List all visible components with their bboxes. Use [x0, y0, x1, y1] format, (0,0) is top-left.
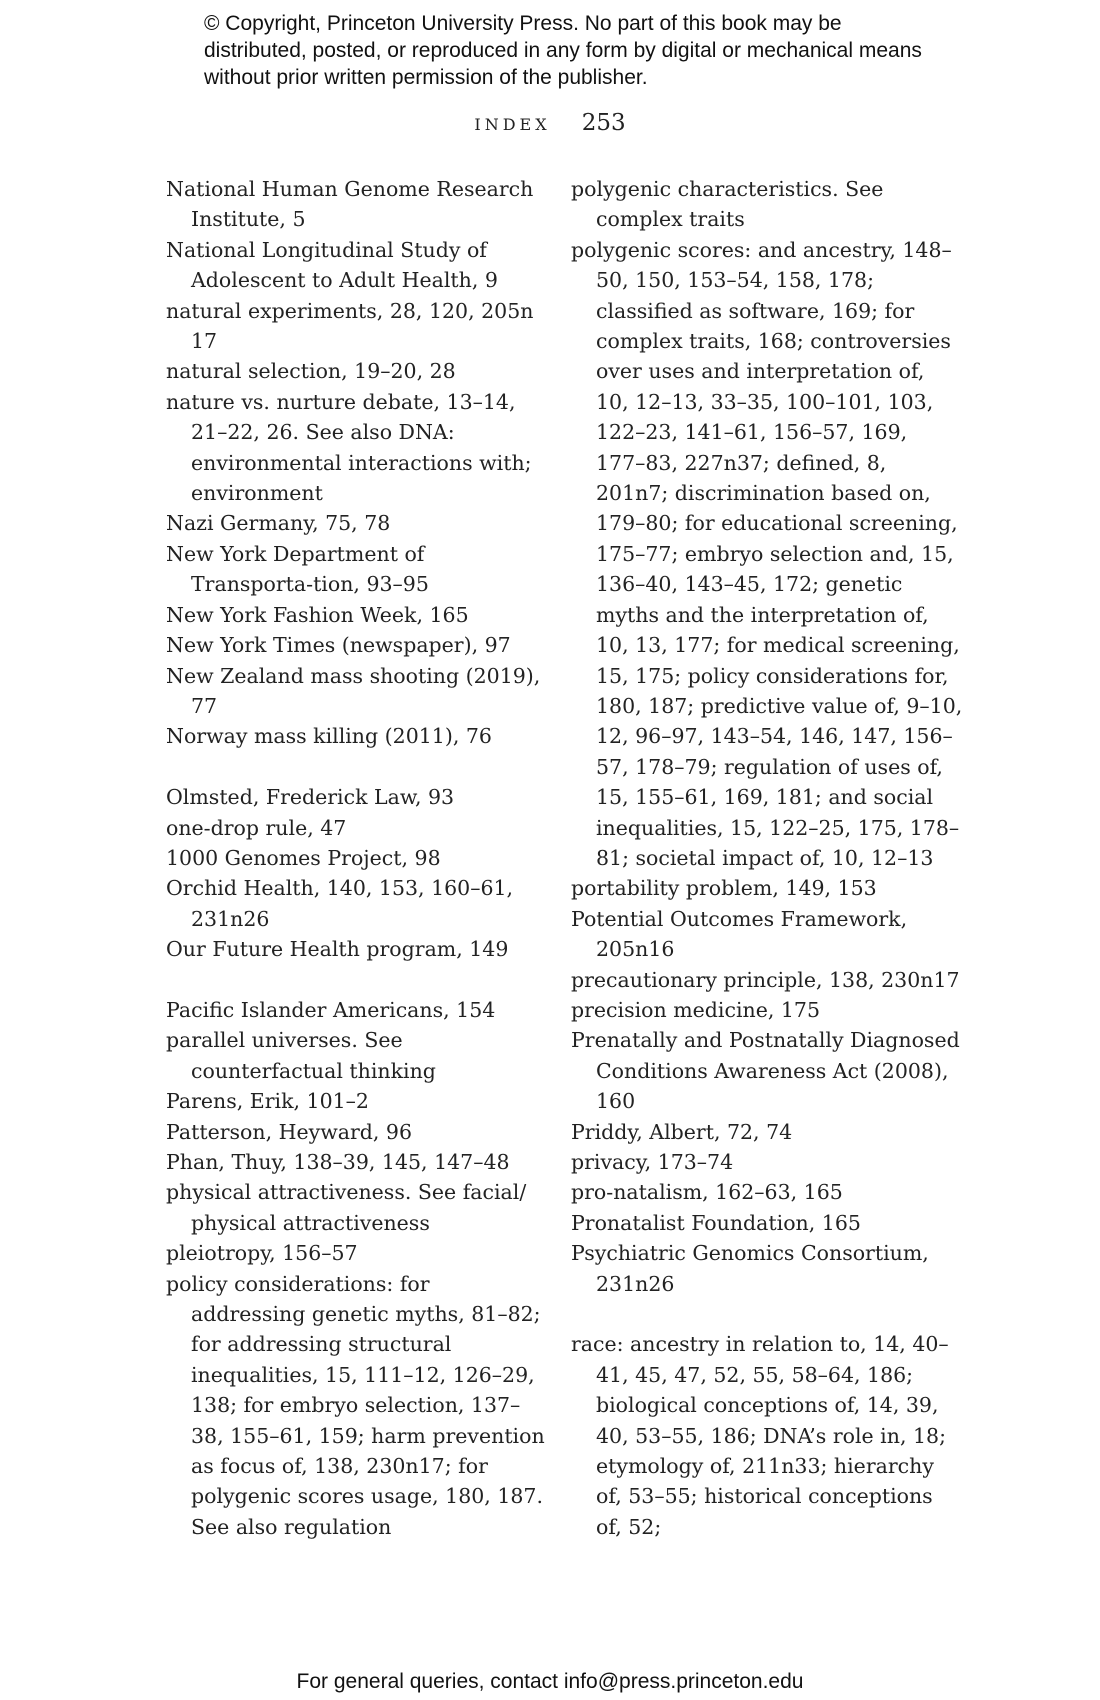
index-entry: Norway mass killing (2011), 76 — [166, 724, 492, 749]
index-entry: Pronatalist Foundation, 165 — [571, 1210, 861, 1235]
index-entry: natural selection, 19–20, 28 — [166, 359, 456, 384]
running-head — [0, 110, 1100, 136]
index-entry: Olmsted, Frederick Law, 93 — [166, 785, 455, 810]
index-entry: New Zealand mass shooting (2019), 77 — [166, 663, 541, 718]
index-entry: Priddy, Albert, 72, 74 — [571, 1119, 793, 1144]
index-left-column — [166, 174, 546, 1542]
index-entry: parallel universes. See counterfactual thinking — [166, 1028, 436, 1083]
index-entry: New York Department of Transporta-tion, 93–95 — [166, 541, 429, 597]
section-gap — [166, 965, 546, 995]
index-entry: Parens, Erik, 101–2 — [166, 1089, 369, 1114]
index-entry: precision medicine, 175 — [571, 997, 821, 1022]
index-entry: National Human Genome Research Institute, 5 — [166, 177, 534, 232]
index-entry: one-drop rule, 47 — [166, 815, 347, 840]
index-entry: Orchid Health, 140, 153, 160–61, 231n26 — [166, 876, 514, 931]
index-entry: pro-natalism, 162–63, 165 — [571, 1180, 843, 1205]
index-entry: portability problem, 149, 153 — [571, 876, 877, 901]
index-entry: polygenic characteristics. See complex traits — [571, 177, 884, 232]
index-entry: Psychiatric Genomics Consortium, 231n26 — [571, 1241, 929, 1296]
page-number: 253 — [581, 110, 626, 136]
index-entry: polygenic scores: and ancestry, 148–50, 150, 153–54, 158, 178; classified as software, 169; for complex traits, 168; controversies over uses and interpretation of, 10, 12–13, 33–35, 100–101, 103, 122–23, 141–61, 156–57, 169, 177–83, 227n37; defined, 8, 201n7; discrimination based on, 179–80; for educational screening, 175–77; embryo selection and, 15, 136–40, 143–45, 172; genetic myths and the interpretation of, 10, 13, 177; for medical screening, 15, 175; policy considerations for, 180, 187; predictive value of, 9–10, 12, 96–97, 143–54, 146, 147, 156–57, 178–79; regulation of uses of, 15, 155–61, 169, 181; and social inequalities, 15, 122–25, 175, 178–81; societal impact of, 10, 12–13 — [571, 237, 963, 870]
section-gap — [166, 752, 546, 782]
index-entry: precautionary principle, 138, 230n17 — [571, 967, 960, 992]
index-entry: physical attractiveness. See facial/ physical attractiveness — [166, 1180, 527, 1235]
index-entry: privacy, 173–74 — [571, 1150, 734, 1174]
index-entry: National Longitudinal Study of Adolescent to Adult Health, 9 — [166, 237, 498, 293]
index-entry: nature vs. nurture debate, 13–14, 21–22, 26. See also DNA: environmental interactions with; environment — [166, 389, 532, 506]
index-entry: pleiotropy, 156–57 — [166, 1241, 358, 1266]
index-entry: natural experiments, 28, 120, 205n 17 — [166, 298, 534, 354]
index-entry: Our Future Health program, 149 — [166, 937, 509, 962]
index-entry: policy considerations: for addressing genetic myths, 81–82; for addressing structural inequalities, 15, 111–12, 126–29, 138; for embryo selection, 137–38, 155–61, 159; harm prevention as focus of, 138, 230n17; for polygenic scores usage, 180, 187. See also regulation — [166, 1271, 545, 1539]
copyright-notice: © Copyright, Princeton University Press. No part of this book may be distributed, posted, or reproduced in any form by digital or mechanical means without prior written permission of the publisher. — [204, 12, 922, 89]
index-entry: 1000 Genomes Project, 98 — [166, 845, 441, 870]
index-right-column — [571, 174, 963, 1542]
index-entry: Nazi Germany, 75, 78 — [166, 511, 391, 536]
index-entry: Phan, Thuy, 138–39, 145, 147–48 — [166, 1149, 510, 1174]
section-gap — [571, 1299, 963, 1329]
footer-contact: For general queries, contact info@press.princeton.edu — [296, 1670, 804, 1693]
index-entry: New York Times (newspaper), 97 — [166, 633, 511, 658]
index-entry: Potential Outcomes Framework, 205n16 — [571, 906, 908, 962]
index-entry: Pacific Islander Americans, 154 — [166, 997, 496, 1022]
index-entry: Patterson, Heyward, 96 — [166, 1119, 412, 1144]
running-head-label: INDEX — [474, 115, 551, 134]
index-entry: Prenatally and Postnatally Diagnosed Conditions Awareness Act (2008), 160 — [571, 1028, 960, 1114]
index-entry: New York Fashion Week, 165 — [166, 602, 469, 627]
index-entry: race: ancestry in relation to, 14, 40–41, 45, 47, 52, 55, 58–64, 186; biological conceptions of, 14, 39, 40, 53–55, 186; DNA’s role in, 18; etymology of, 211n33; hierarchy of, 53–55; historical conceptions of, 52; — [571, 1332, 949, 1539]
